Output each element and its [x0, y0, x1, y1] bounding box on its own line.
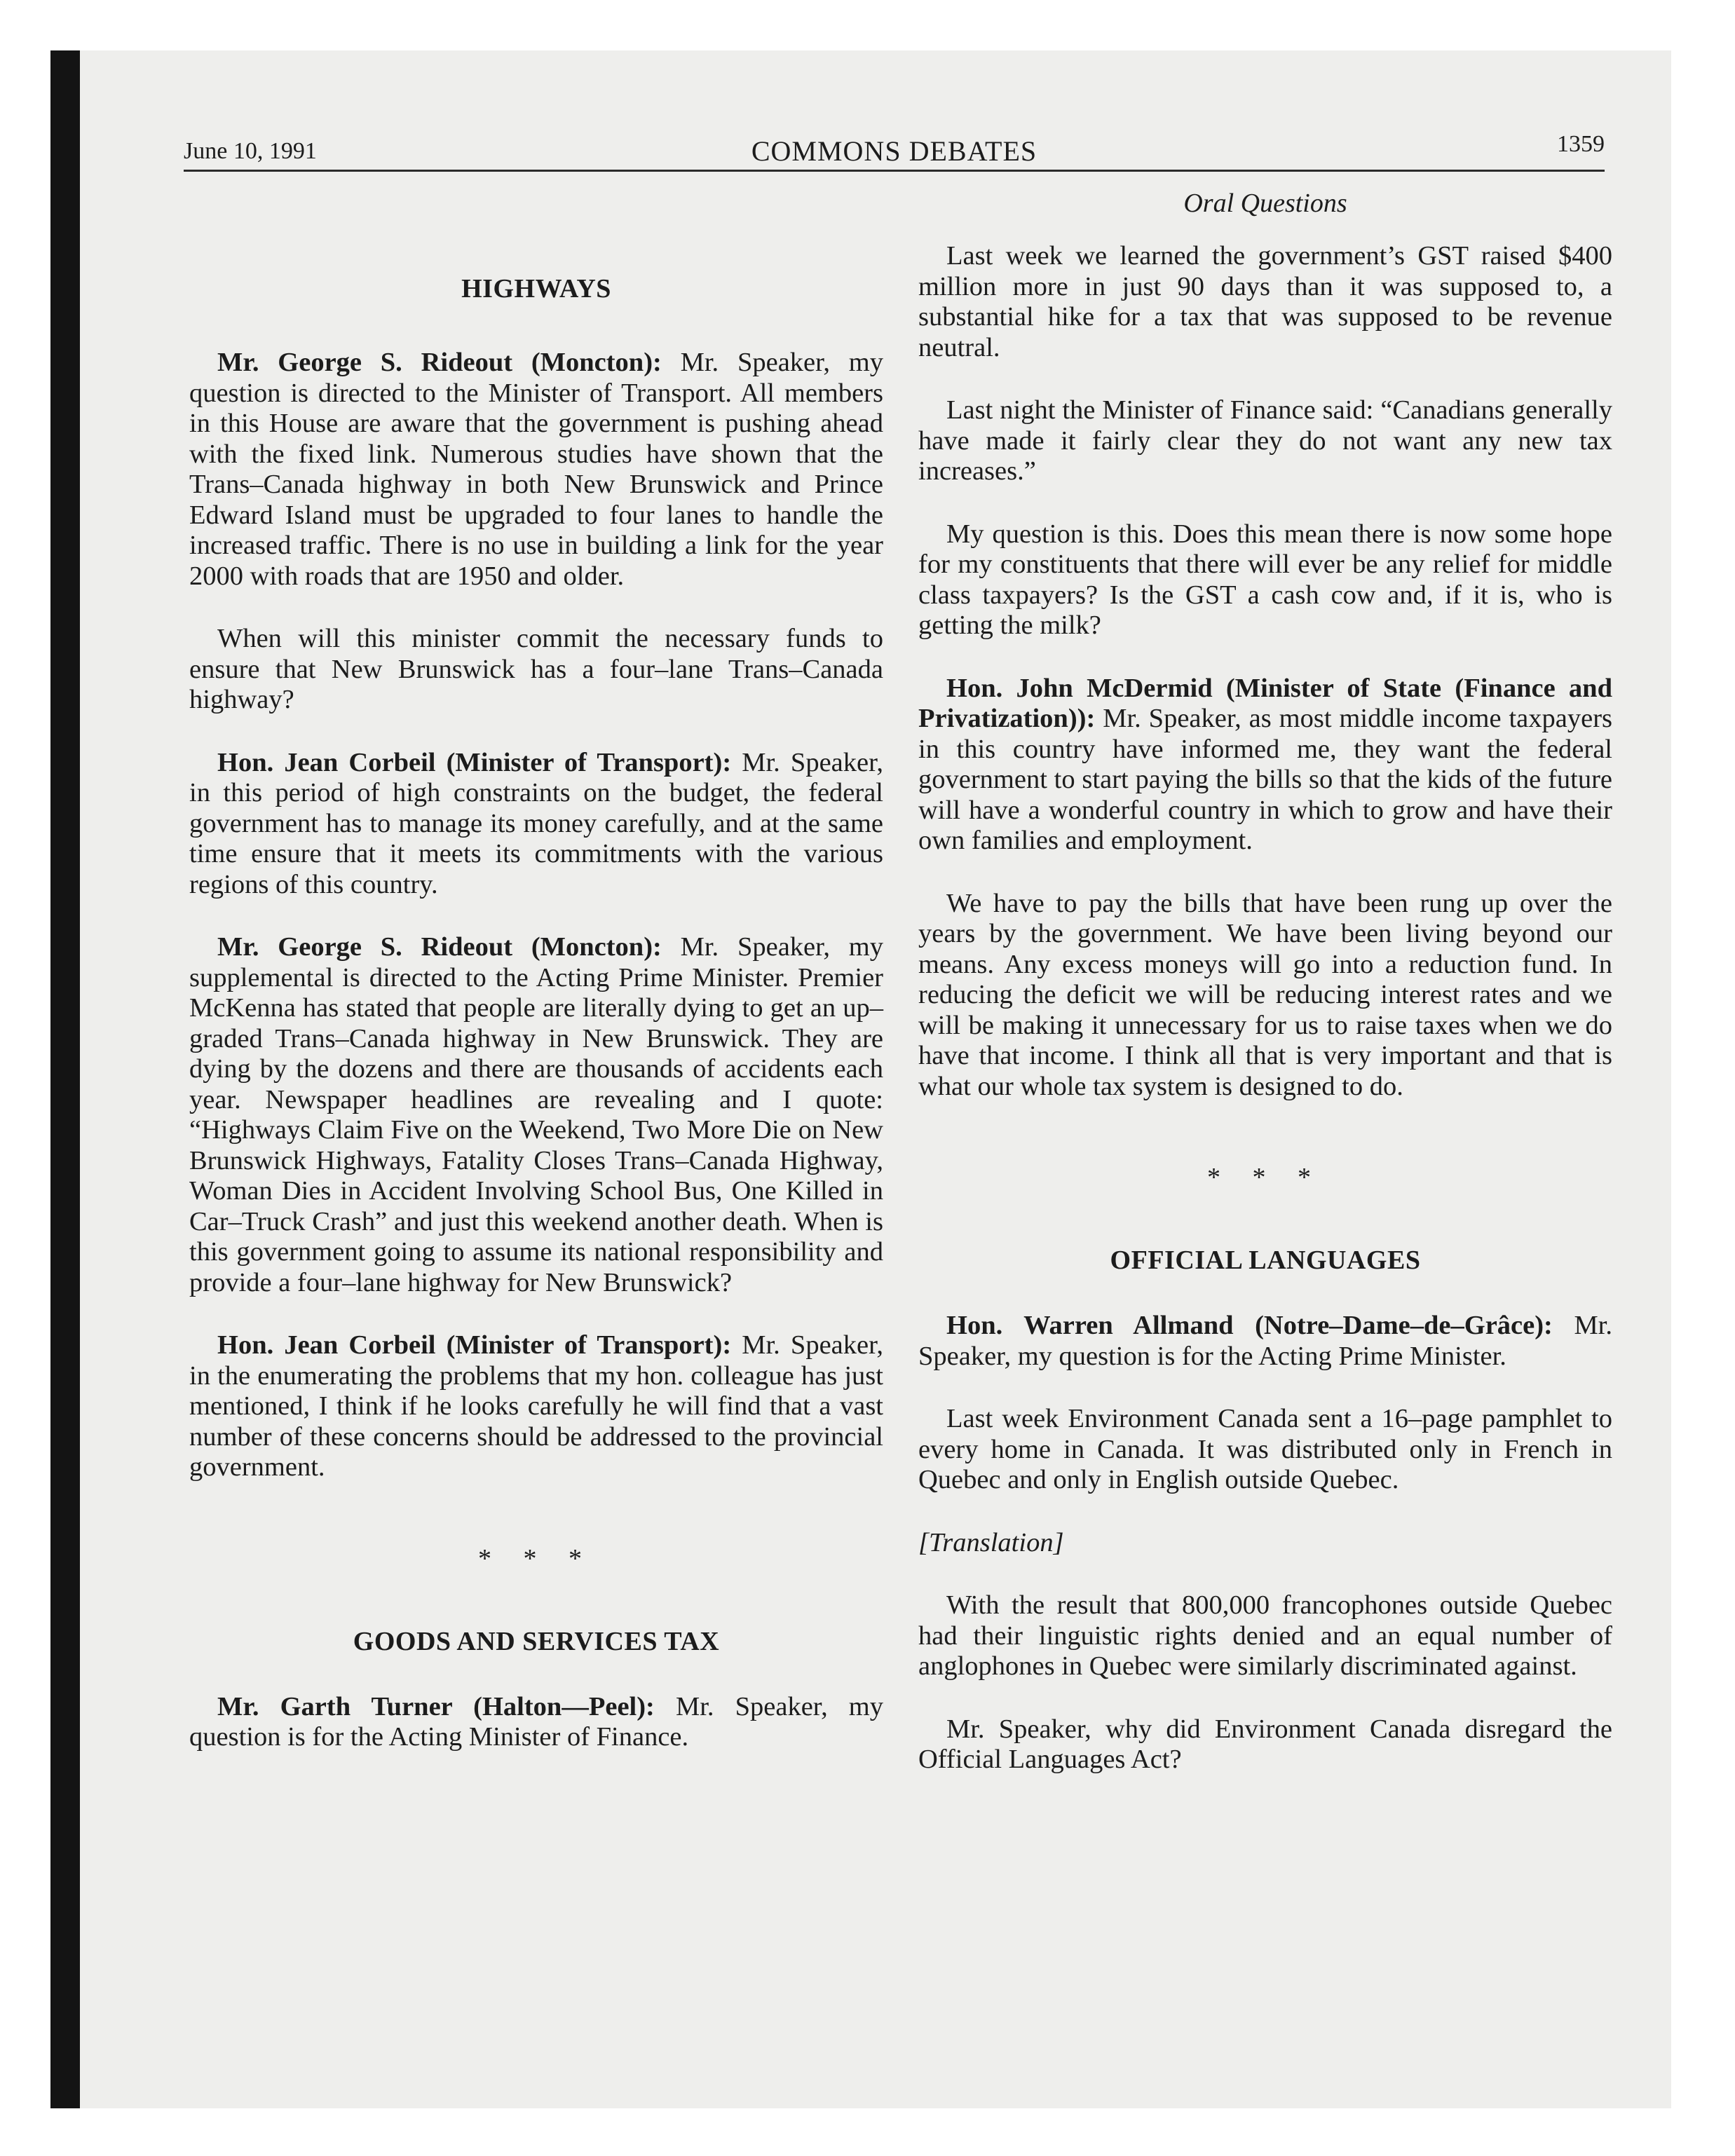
paragraph	[189, 348, 883, 592]
paragraph	[189, 1692, 883, 1753]
paragraph	[918, 1528, 1612, 1559]
speaker-name: Mr. Garth Turner (Halton—Peel):	[217, 1691, 655, 1721]
paragraph-text: Last week we learned the government’s GST raised $400 million more in just 90 days than it was supposed to, a substantial hike for a tax that was supposed to be revenue neutral.	[918, 241, 1612, 362]
speaker-name: Hon. Jean Corbeil (Minister of Transport):	[217, 1330, 732, 1360]
paragraph	[918, 674, 1612, 857]
paragraph-text: Mr. Speaker, my supplemental is directed to the Acting Prime Minister. Premier McKenna has stated that people are literally dying to get an up–graded Trans–Canada highway in New Brunswick. They are dying by the dozens and there are thousands of accidents each year. Newspaper headlines are revealing and I quote: “Highways Claim Five on the Weekend, Two More Die on New Brunswick Highways, Fatality Closes Trans–Canada Highway, Woman Dies in Accident Involving School Bus, One Killed in Car–Truck Crash” and just this weekend another death. When is this government going to assume its national responsibility and provide a four–lane highway for New Brunswick?	[189, 932, 883, 1297]
paragraph	[918, 1404, 1612, 1496]
paragraph-text: Mr. Speaker, as most middle income taxpayers in this country have informed me, they want the federal government to start paying the bills so that the kids of the future will have a wonderful country in which to grow and have their own families and employment.	[918, 704, 1612, 855]
paragraph	[918, 1590, 1612, 1682]
right-column	[918, 188, 1612, 1808]
section-separator: * * *	[478, 1543, 594, 1574]
speaker-name: Mr. George S. Rideout (Moncton):	[217, 932, 662, 962]
paragraph-text: Last night the Minister of Finance said: “Canadians generally have made it fairly clear they do not want any new tax increases.”	[918, 395, 1612, 486]
section-heading-official-languages: OFFICIAL LANGUAGES	[1110, 1246, 1421, 1275]
paragraph-text: Mr. Speaker, my question is for the Acting Prime Minister.	[918, 1311, 1612, 1371]
paragraph-text: My question is this. Does this mean there is now some hope for my constituents that there will ever be any relief for middle class taxpayers? Is the GST a cash cow and, if it is, who is getting the milk?	[918, 519, 1612, 640]
page-number: 1359	[1557, 131, 1605, 157]
paragraph-text: When will this minister commit the necessary funds to ensure that New Brunswick has a four–lane Trans–Canada highway?	[189, 624, 883, 714]
speaker-name: Mr. George S. Rideout (Moncton):	[217, 348, 662, 377]
running-header	[184, 131, 1605, 172]
speaker-name: Hon. Warren Allmand (Notre–Dame–de–Grâce):	[946, 1311, 1553, 1340]
paragraph-text: Mr. Speaker, my question is directed to the Minister of Transport. All members in this House are aware that the government is pushing ahead with the fixed link. Numerous studies have shown that the Trans–Canada highway in both New Brunswick and Prince Edward Island must be upgraded to four lanes to handle the increased traffic. There is no use in building a link for the year 2000 with roads that are 1950 and older.	[189, 348, 883, 591]
header-title: COMMONS DEBATES	[751, 135, 1037, 167]
header-date: June 10, 1991	[184, 138, 317, 164]
paragraph	[189, 748, 883, 901]
section-heading-highways: HIGHWAYS	[461, 274, 611, 303]
paragraph	[918, 1714, 1612, 1775]
paragraph-text: Mr. Speaker, my question is for the Acting Minister of Finance.	[189, 1691, 883, 1752]
paragraph-text: Mr. Speaker, why did Environment Canada disregard the Official Languages Act?	[918, 1714, 1612, 1774]
left-column	[189, 188, 883, 1785]
paragraph-text: Last week Environment Canada sent a 16–page pamphlet to every home in Canada. It was distributed only in French in Quebec and only in English outside Quebec.	[918, 1404, 1612, 1494]
speaker-name: Hon. Jean Corbeil (Minister of Transport):	[217, 747, 732, 777]
paragraph-text: We have to pay the bills that have been rung up over the years by the government. We have been living beyond our means. Any excess moneys will go into a reduction fund. In reducing the deficit we will be reducing interest rates and we will be making it unnecessary for us to raise taxes when we do have that income. I think all that is very important and that is what our whole tax system is designed to do.	[918, 888, 1612, 1101]
speaker-name: Hon. John McDermid (Minister of State (Finance and Privatization)):	[918, 673, 1612, 733]
section-separator: * * *	[1207, 1163, 1324, 1192]
section-running-title: Oral Questions	[1183, 189, 1347, 218]
paragraph	[918, 889, 1612, 1103]
paragraph	[189, 624, 883, 716]
binding-edge	[50, 50, 80, 2108]
paragraph	[918, 1311, 1612, 1372]
paragraph	[189, 932, 883, 1298]
translation-tag: [Translation]	[918, 1527, 1064, 1557]
paragraph	[918, 395, 1612, 487]
paragraph-text: Mr. Speaker, in the enumerating the problems that my hon. colleague has just mentioned, I think if he looks carefully he will find that a vast number of these concerns should be addressed to the provincial government.	[189, 1330, 883, 1482]
paragraph	[189, 1330, 883, 1483]
paragraph	[918, 519, 1612, 641]
paragraph-text: Mr. Speaker, in this period of high constraints on the budget, the federal government has to manage its money carefully, and at the same time ensure that it meets its commitments with the various regions of this country.	[189, 747, 883, 899]
paragraph	[918, 241, 1612, 363]
paragraph-text: With the result that 800,000 francophones outside Quebec had their linguistic rights denied and an equal number of anglophones in Quebec were similarly discriminated against.	[918, 1590, 1612, 1681]
section-heading-gst: GOODS AND SERVICES TAX	[353, 1626, 720, 1656]
